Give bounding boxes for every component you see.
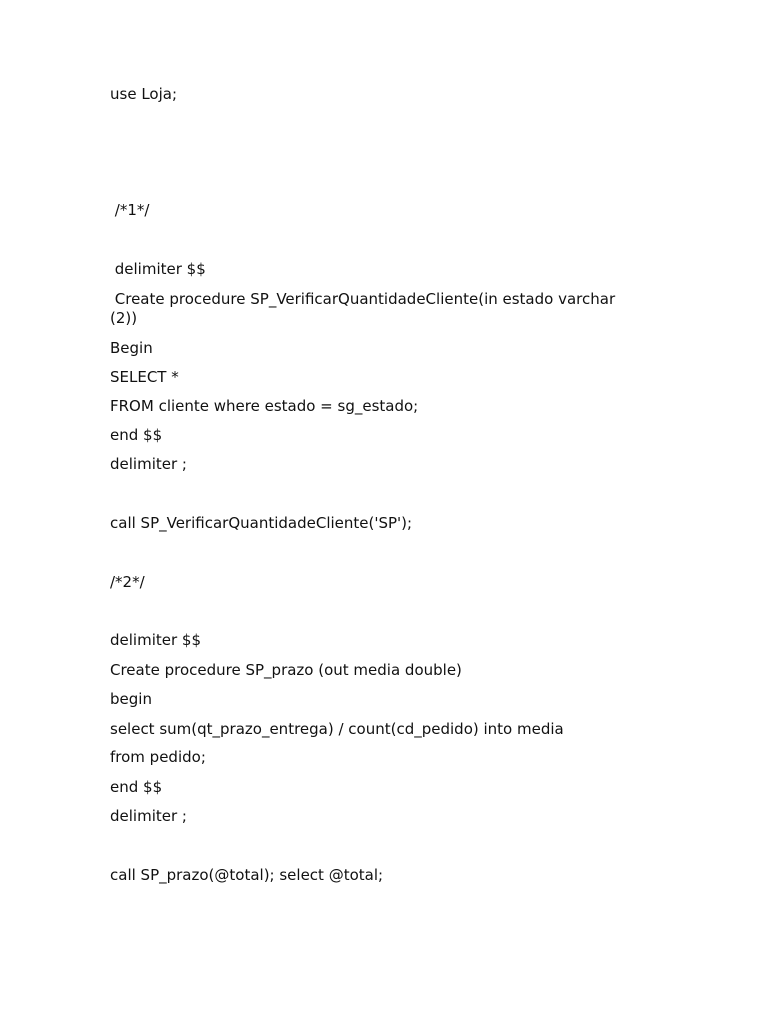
code-line-call-prazo: call SP_prazo(@total); select @total; — [110, 866, 384, 884]
code-line-delimiter-start-2: delimiter $$ — [110, 631, 201, 649]
code-line-delimiter-start: delimiter $$ — [110, 260, 206, 278]
code-line-begin: Begin — [110, 339, 153, 357]
code-line-select: SELECT * — [110, 368, 179, 386]
code-line-call-verificar: call SP_VerificarQuantidadeCliente('SP'); — [110, 514, 413, 532]
code-line-create-procedure-continued: (2)) — [110, 309, 138, 327]
code-line-end-2: end $$ — [110, 778, 163, 796]
code-line-delimiter-end: delimiter ; — [110, 455, 187, 473]
code-line-from: FROM cliente where estado = sg_estado; — [110, 397, 419, 415]
code-comment-2: /*2*/ — [110, 573, 145, 591]
code-line-create-procedure-prazo: Create procedure SP_prazo (out media double) — [110, 661, 462, 679]
code-line-end: end $$ — [110, 426, 163, 444]
code-line-use-loja: use Loja; — [110, 85, 178, 103]
code-comment-1: /*1*/ — [110, 201, 150, 219]
code-line-select-sum: select sum(qt_prazo_entrega) / count(cd_pedido) into media — [110, 720, 564, 738]
code-line-begin-2: begin — [110, 690, 152, 708]
code-line-create-procedure: Create procedure SP_VerificarQuantidadeCliente(in estado varchar — [110, 290, 616, 308]
code-line-delimiter-end-2: delimiter ; — [110, 807, 187, 825]
code-line-from-pedido: from pedido; — [110, 748, 206, 766]
